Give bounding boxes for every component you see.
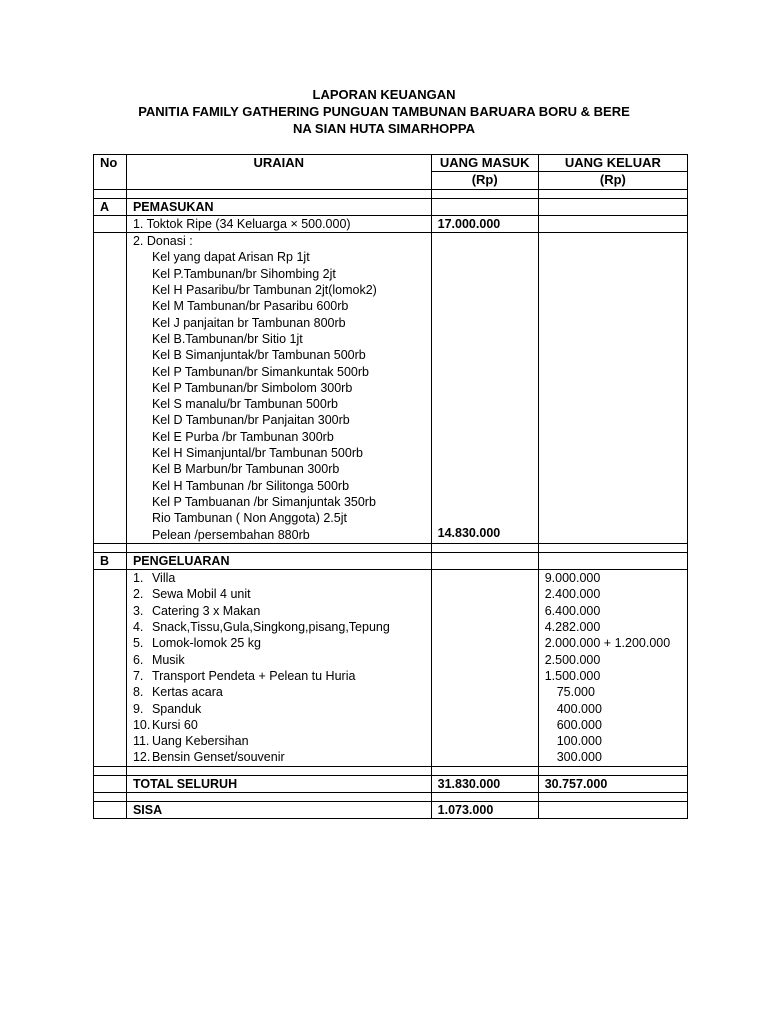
expense-item	[133, 701, 431, 717]
table-row	[94, 570, 688, 767]
expense-label: Sewa Mobil 4 unit	[151, 587, 251, 602]
expense-item	[133, 749, 431, 765]
header-uang-masuk: UANG MASUK	[431, 155, 538, 172]
donation-heading: 2. Donasi :	[132, 234, 193, 249]
section-label-pemasukan: PEMASUKAN	[126, 198, 431, 215]
spacer-row	[94, 189, 688, 198]
total-row	[94, 775, 688, 792]
expense-label: Musik	[151, 652, 185, 667]
expense-label: Transport Pendeta + Pelean tu Huria	[151, 668, 356, 683]
expense-label: Bensin Genset/souvenir	[151, 750, 285, 765]
unit-masuk: (Rp)	[431, 172, 538, 189]
expense-amount: 1.500.000	[544, 668, 601, 683]
expense-number: 6.	[132, 652, 144, 667]
expense-number: 2.	[132, 587, 144, 602]
table-row	[94, 233, 688, 544]
spacer-row	[94, 543, 688, 552]
expense-label: Kursi 60	[151, 717, 198, 732]
header-no: No	[94, 155, 127, 190]
income-amount-toktok: 17.000.000	[431, 215, 538, 232]
sisa-row	[94, 801, 688, 818]
expense-item	[133, 635, 431, 651]
expense-amount: 300.000	[556, 750, 602, 765]
section-row-pengeluaran	[94, 552, 688, 569]
total-label: TOTAL SELURUH	[126, 775, 431, 792]
expense-label: Uang Kebersihan	[151, 734, 249, 749]
donation-item: Kel B Marbun/br Tambunan 300rb	[151, 462, 340, 477]
donation-item: Kel P Tambunan/br Simbolom 300rb	[151, 380, 353, 395]
expense-number: 12.	[132, 750, 151, 765]
spacer-row	[94, 766, 688, 775]
expense-item	[133, 668, 431, 684]
expense-amount: 6.400.000	[544, 603, 601, 618]
expense-label: Villa	[151, 571, 176, 586]
header-uraian: URAIAN	[126, 155, 431, 190]
table-header-row	[94, 155, 688, 172]
total-keluar: 30.757.000	[538, 775, 687, 792]
donation-item: Kel P Tambunan/br Simankuntak 500rb	[151, 364, 369, 379]
expense-label: Catering 3 x Makan	[151, 603, 261, 618]
title-line-2: PANITIA FAMILY GATHERING PUNGUAN TAMBUNAN BARUARA BORU & BERE	[138, 104, 630, 119]
expense-number: 4.	[132, 620, 144, 635]
donation-total: 14.830.000	[437, 525, 501, 540]
expense-number: 11.	[132, 734, 150, 749]
expense-amount: 75.000	[556, 685, 595, 700]
expense-item	[133, 619, 431, 635]
expense-amount: 9.000.000	[544, 571, 601, 586]
sisa-amount: 1.073.000	[431, 801, 538, 818]
donation-item: Kel S manalu/br Tambunan 500rb	[151, 397, 338, 412]
expense-item	[133, 733, 431, 749]
total-masuk: 31.830.000	[431, 775, 538, 792]
donation-item: Kel P.Tambunan/br Sihombing 2jt	[151, 266, 336, 281]
donation-item: Kel M Tambunan/br Pasaribu 600rb	[151, 299, 349, 314]
expense-label: Spanduk	[151, 701, 202, 716]
expense-amount: 600.000	[556, 717, 602, 732]
donation-item: Kel E Purba /br Tambunan 300rb	[151, 429, 334, 444]
donation-item: Kel H Simanjuntal/br Tambunan 500rb	[151, 446, 363, 461]
report-title	[0, 86, 768, 137]
spacer-row	[94, 792, 688, 801]
expense-amounts	[538, 570, 687, 767]
donation-item: Kel D Tambunan/br Panjaitan 300rb	[151, 413, 350, 428]
expense-label: Lomok-lomok 25 kg	[151, 636, 262, 651]
header-uang-keluar: UANG KELUAR	[538, 155, 687, 172]
title-line-1: LAPORAN KEUANGAN	[312, 87, 456, 102]
section-row-pemasukan	[94, 198, 688, 215]
donation-amount-cell	[431, 233, 538, 544]
expense-item	[133, 717, 431, 733]
donation-list	[126, 233, 431, 544]
donation-item: Rio Tambunan ( Non Anggota) 2.5jt	[151, 511, 347, 526]
expense-number: 8.	[132, 685, 144, 700]
expense-amount: 100.000	[556, 734, 602, 749]
expense-item	[133, 684, 431, 700]
expense-amount: 400.000	[556, 701, 602, 716]
section-label-pengeluaran: PENGELUARAN	[126, 552, 431, 569]
donation-item: Kel H Tambunan /br Silitonga 500rb	[151, 478, 350, 493]
section-code-a: A	[94, 198, 127, 215]
expense-amount: 2.000.000 + 1.200.000	[544, 636, 671, 651]
expense-item	[133, 652, 431, 668]
expense-amount: 2.400.000	[544, 587, 601, 602]
financial-table	[93, 154, 688, 819]
donation-item: Pelean /persembahan 880rb	[151, 527, 310, 542]
donation-item: Kel B Simanjuntak/br Tambunan 500rb	[151, 348, 366, 363]
expense-amount: 2.500.000	[544, 652, 601, 667]
expense-number: 7.	[132, 668, 144, 683]
expense-item	[133, 603, 431, 619]
expense-number: 3.	[132, 603, 144, 618]
expense-number: 10.	[132, 717, 151, 732]
donation-item: Kel yang dapat Arisan Rp 1jt	[151, 250, 310, 265]
income-item-toktok: 1. Toktok Ripe (34 Keluarga × 500.000)	[126, 215, 431, 232]
expense-label: Snack,Tissu,Gula,Singkong,pisang,Tepung	[151, 620, 390, 635]
expense-item	[133, 570, 431, 586]
donation-item: Kel P Tambuanan /br Simanjuntak 350rb	[151, 494, 376, 509]
expense-item	[133, 586, 431, 602]
unit-keluar: (Rp)	[538, 172, 687, 189]
title-line-3: NA SIAN HUTA SIMARHOPPA	[293, 121, 475, 136]
expense-number: 9.	[132, 701, 144, 716]
section-code-b: B	[94, 552, 127, 569]
expense-number: 5.	[132, 636, 144, 651]
expense-list	[126, 570, 431, 767]
expense-label: Kertas acara	[151, 685, 223, 700]
table-row	[94, 215, 688, 232]
expense-amount: 4.282.000	[544, 620, 601, 635]
donation-item: Kel J panjaitan br Tambunan 800rb	[151, 315, 346, 330]
expense-number: 1.	[132, 571, 144, 586]
sisa-label: SISA	[126, 801, 431, 818]
donation-item: Kel B.Tambunan/br Sitio 1jt	[151, 331, 303, 346]
donation-item: Kel H Pasaribu/br Tambunan 2jt(lomok2)	[151, 283, 377, 298]
